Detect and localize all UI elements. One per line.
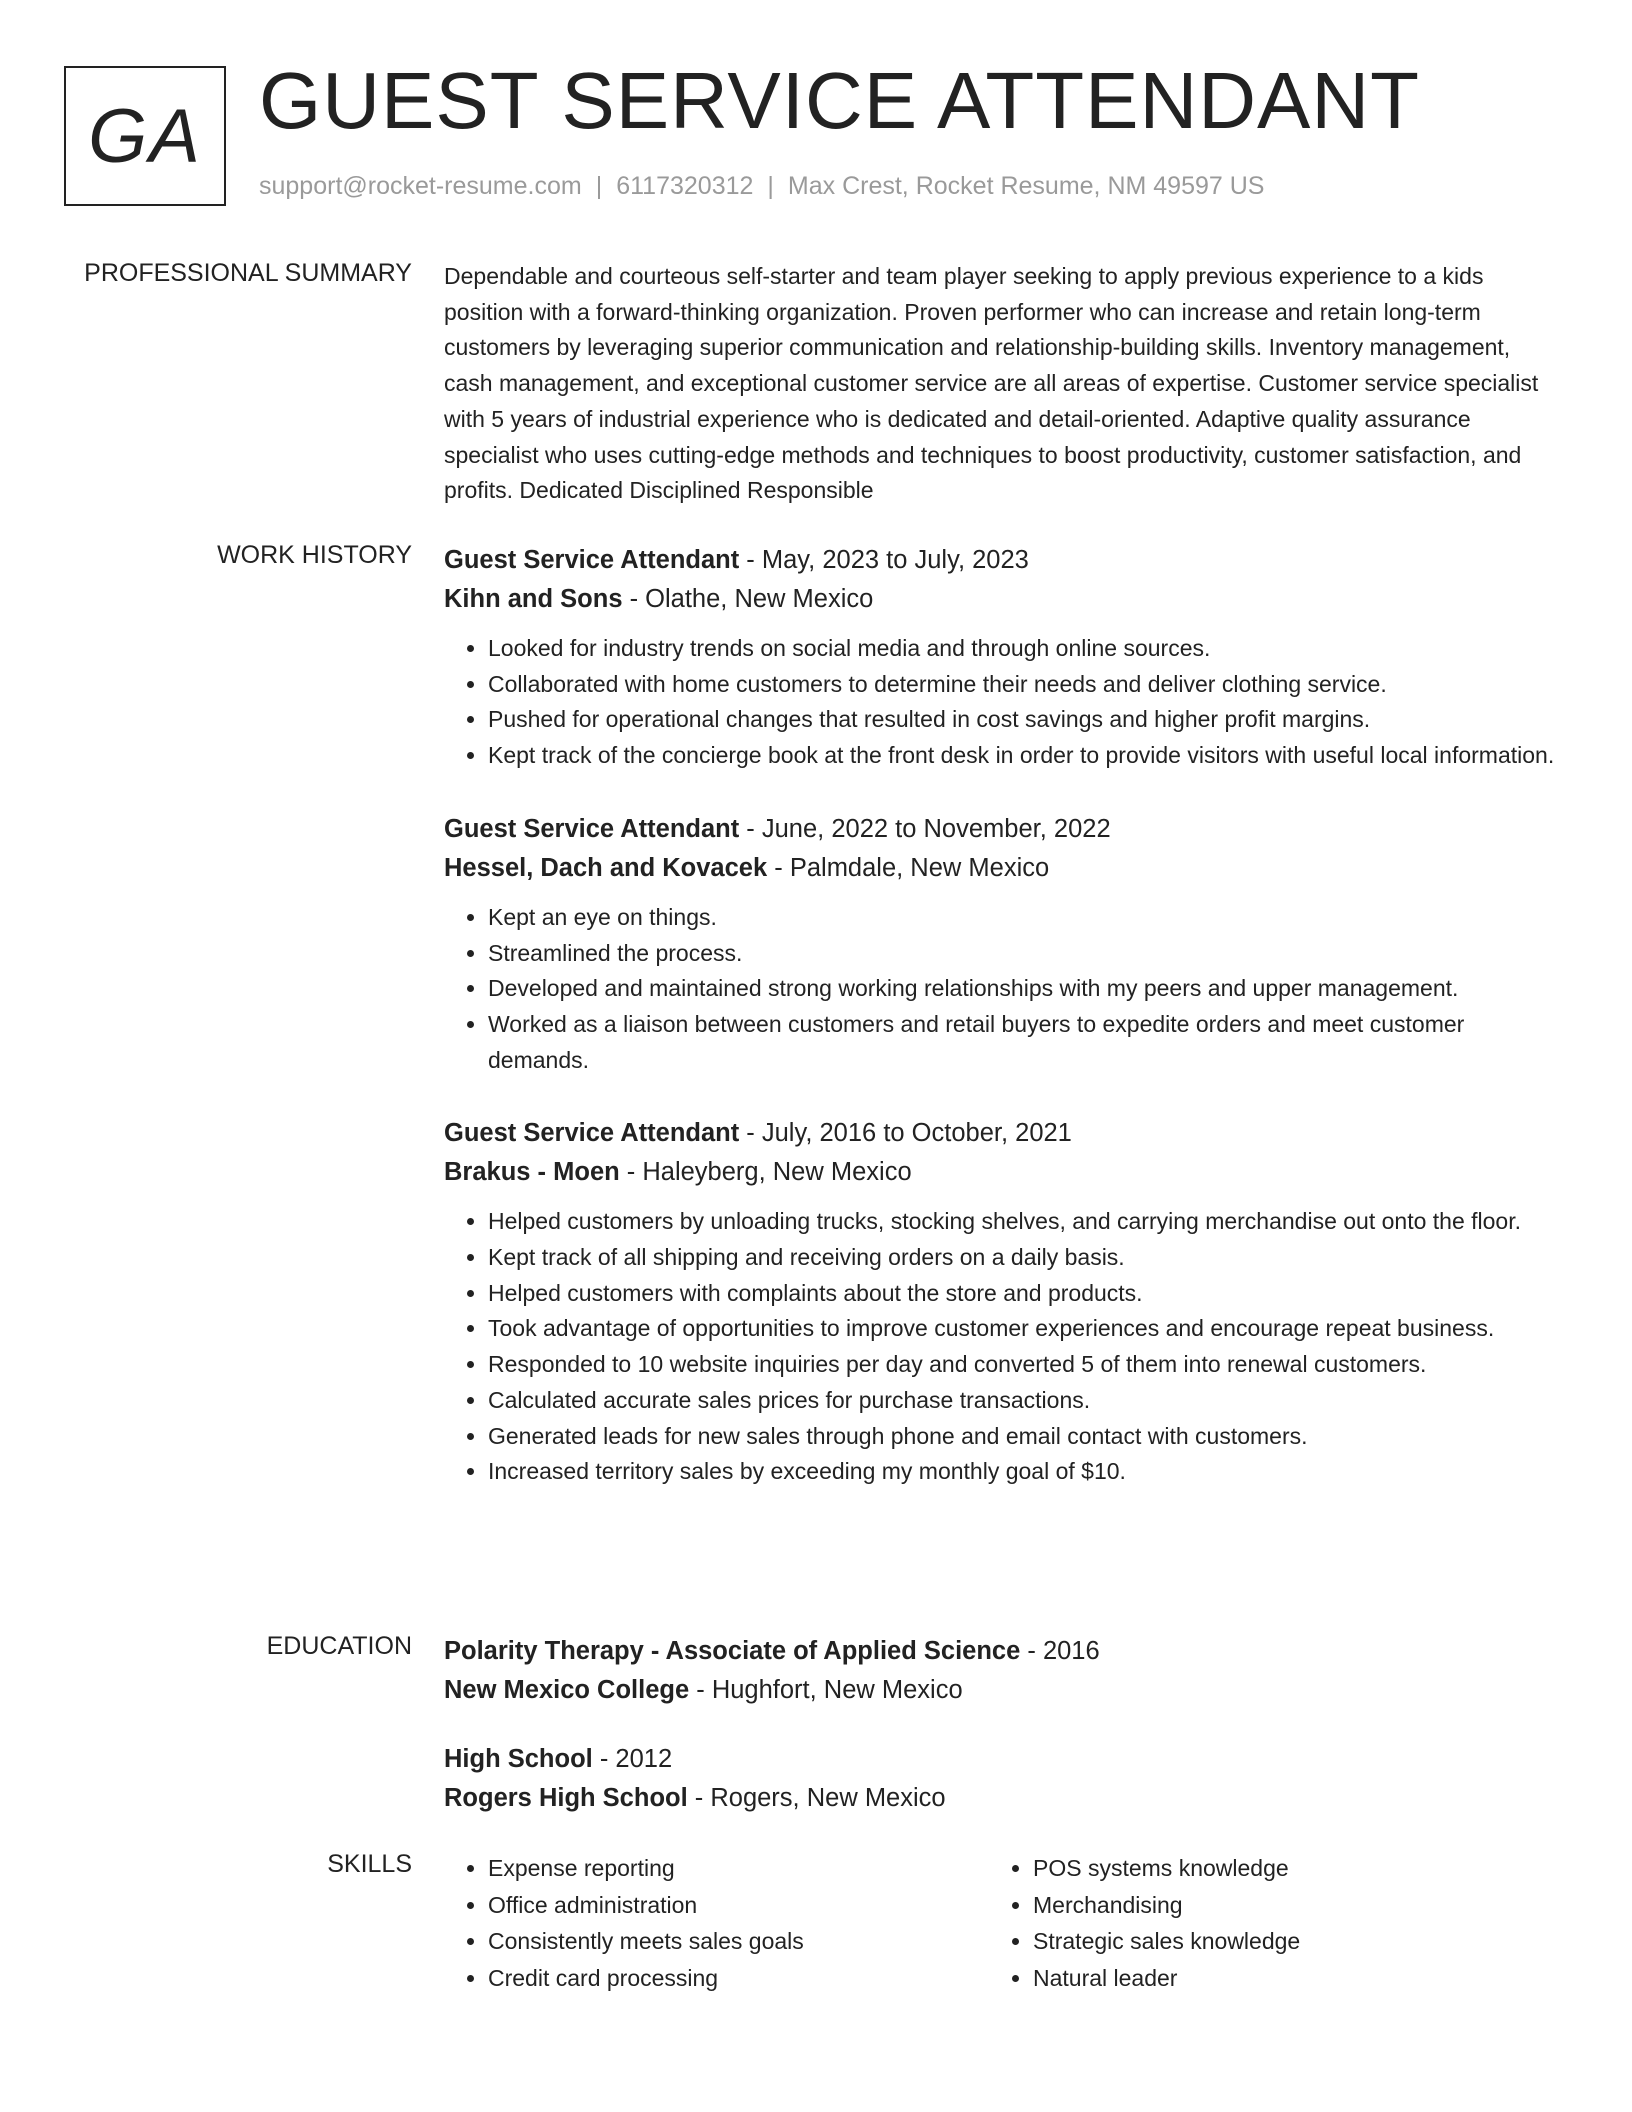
skills-grid: [444, 1850, 1559, 1996]
job-bullet: • Generated leads for new sales through phone and email contact with customers.: [488, 1419, 1559, 1455]
section-label-education: EDUCATION: [266, 1632, 412, 1660]
job-bullets: [444, 1204, 1559, 1490]
job-bullets: [444, 631, 1559, 774]
job-bullet: • Collaborated with home customers to determine their needs and deliver clothing service.: [488, 667, 1559, 703]
job-location: - Olathe, New Mexico: [622, 585, 874, 613]
job-bullet: • Calculated accurate sales prices for purchase transactions.: [488, 1383, 1559, 1419]
job-location: - Palmdale, New Mexico: [767, 853, 1050, 882]
contact-address: Max Crest, Rocket Resume, NM 49597 US: [787, 172, 1265, 200]
skill-item: • Office administration: [488, 1887, 989, 1924]
job-company: Kihn and Sons: [444, 585, 623, 613]
skill-item: • Expense reporting: [488, 1850, 989, 1887]
skills-column-right: [989, 1850, 1534, 1996]
school-name: New Mexico College: [444, 1676, 690, 1704]
job-dates: - May, 2023 to July, 2023: [739, 546, 1029, 574]
job-company-line: [444, 580, 1559, 619]
job-entry: [444, 810, 1559, 1079]
job-bullet: • Pushed for operational changes that resulted in cost savings and higher profit margins.: [488, 702, 1559, 738]
school-line: [444, 1671, 1559, 1710]
school-name: Rogers High School: [444, 1784, 688, 1812]
skill-item: • Natural leader: [1033, 1960, 1534, 1997]
job-title-line: [444, 1114, 1559, 1153]
job-bullet: • Took advantage of opportunities to improve customer experiences and encourage repeat business.: [488, 1311, 1559, 1347]
degree-name: High School: [444, 1745, 593, 1773]
job-bullet: • Developed and maintained strong working relationships with my peers and upper management.: [488, 971, 1559, 1007]
job-bullet: • Responded to 10 website inquiries per day and converted 5 of them into renewal customers.: [488, 1347, 1559, 1383]
job-title-line: [444, 810, 1559, 849]
contact-line: [259, 172, 1264, 201]
degree-line: [444, 1632, 1559, 1671]
job-company: Hessel, Dach and Kovacek: [444, 853, 768, 882]
job-bullet: • Looked for industry trends on social media and through online sources.: [488, 631, 1559, 667]
degree-year: - 2012: [592, 1745, 673, 1773]
job-bullet: • Kept track of the concierge book at the front desk in order to provide visitors with useful local information.: [488, 738, 1559, 774]
job-bullet: • Worked as a liaison between customers and retail buyers to expedite orders and meet customer demands.: [488, 1007, 1559, 1078]
contact-separator: |: [767, 172, 774, 200]
job-entry: [444, 541, 1559, 774]
skill-item: • Strategic sales knowledge: [1033, 1923, 1534, 1960]
job-location: - Haleyberg, New Mexico: [619, 1158, 912, 1187]
job-dates: - July, 2016 to October, 2021: [739, 1119, 1072, 1148]
school-location: - Hughfort, New Mexico: [689, 1676, 963, 1704]
degree-name: Polarity Therapy - Associate of Applied Science: [444, 1637, 1021, 1665]
job-title: Guest Service Attendant: [444, 814, 740, 843]
skills-column-left: [444, 1850, 989, 1996]
skill-item: • POS systems knowledge: [1033, 1850, 1534, 1887]
page-title: GUEST SERVICE ATTENDANT: [259, 56, 1421, 145]
job-title: Guest Service Attendant: [444, 546, 740, 574]
job-company-line: [444, 849, 1559, 888]
job-title: Guest Service Attendant: [444, 1119, 740, 1148]
summary-text: Dependable and courteous self-starter and team player seeking to apply previous experience to a kids position with a forward-thinking organization. Proven performer who can increase and retain long-term customers by leveraging superior communication and relationship-building skills. Inventory management, cash management, and exceptional customer service are all areas of expertise. Customer service specialist with 5 years of industrial experience who is dedicated and detail-oriented. Adaptive quality assurance specialist who uses cutting-edge methods and techniques to boost productivity, customer satisfaction, and profits. Dedicated Disciplined Responsible: [444, 263, 1539, 504]
degree-year: - 2016: [1020, 1637, 1100, 1665]
job-bullet: • Helped customers with complaints about the store and products.: [488, 1276, 1559, 1312]
school-line: [444, 1779, 1559, 1818]
job-bullet: • Kept track of all shipping and receiving orders on a daily basis.: [488, 1240, 1559, 1276]
education-entry: [444, 1740, 1559, 1818]
contact-email: support@rocket-resume.com: [259, 172, 582, 200]
job-bullet: • Streamlined the process.: [488, 936, 1559, 972]
job-dates: - June, 2022 to November, 2022: [739, 814, 1111, 843]
job-company-line: [444, 1153, 1559, 1192]
school-location: - Rogers, New Mexico: [687, 1784, 946, 1812]
job-company: Brakus - Moen: [444, 1158, 620, 1187]
education-entry: [444, 1632, 1559, 1710]
job-bullet: • Helped customers by unloading trucks, stocking shelves, and carrying merchandise out onto the floor.: [488, 1204, 1559, 1240]
section-label-summary: PROFESSIONAL SUMMARY: [84, 259, 412, 287]
job-bullets: [444, 900, 1559, 1079]
job-bullet: • Increased territory sales by exceeding my monthly goal of $10.: [488, 1454, 1559, 1490]
degree-line: [444, 1740, 1559, 1779]
job-entry: [444, 1114, 1559, 1490]
contact-separator: |: [595, 172, 603, 200]
section-label-work-history: WORK HISTORY: [217, 541, 412, 569]
skill-item: • Merchandising: [1033, 1887, 1534, 1924]
monogram-logo: GA: [64, 66, 226, 206]
job-title-line: [444, 541, 1559, 580]
skill-item: • Credit card processing: [488, 1960, 989, 1997]
job-bullet: • Kept an eye on things.: [488, 900, 1559, 936]
skill-item: • Consistently meets sales goals: [488, 1923, 989, 1960]
section-label-skills: SKILLS: [327, 1850, 412, 1878]
contact-phone: 6117320312: [616, 172, 754, 200]
